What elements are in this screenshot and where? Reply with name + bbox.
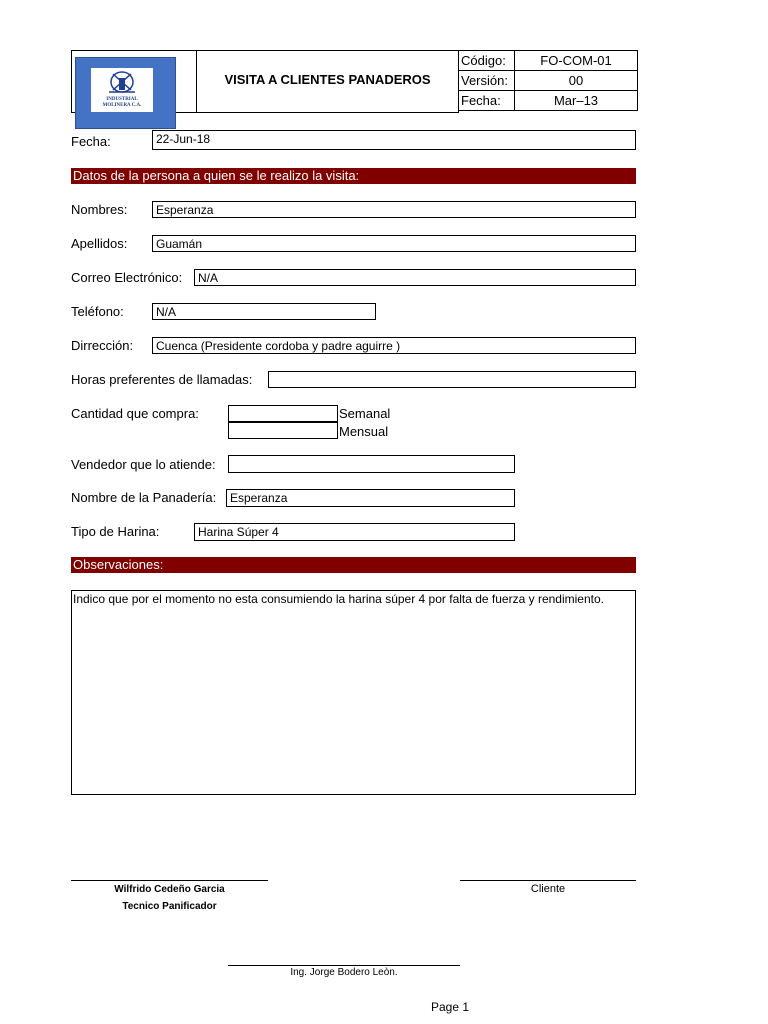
mensual-label: Mensual	[339, 424, 389, 439]
apellidos-label: Apellidos:	[71, 236, 128, 251]
logo-text-2: MOLINERA C.A.	[102, 103, 142, 108]
semanal-label: Semanal	[339, 406, 391, 421]
apellidos-field[interactable]: Guamán	[152, 235, 636, 252]
signature-left-role: Tecnico Panificador	[122, 901, 217, 912]
signature-line-left	[71, 880, 268, 881]
nombres-label: Nombres:	[71, 202, 128, 217]
meta-label: Versión:	[459, 71, 515, 91]
signature-line-right	[460, 880, 636, 881]
telefono-field[interactable]: N/A	[152, 303, 376, 320]
harina-field[interactable]: Harina Súper 4	[194, 523, 515, 541]
company-logo	[75, 57, 176, 129]
meta-row-fecha	[459, 91, 638, 111]
logo-inner	[91, 68, 153, 112]
horas-field[interactable]	[268, 371, 636, 388]
vendedor-field[interactable]	[228, 455, 515, 473]
page-number: Page 1	[430, 1000, 470, 1014]
correo-label: Correo Electrónico:	[71, 270, 183, 285]
meta-value: 00	[515, 71, 638, 91]
document-title: VISITA A CLIENTES PANADEROS	[224, 72, 431, 87]
cantidad-label: Cantidad que compra:	[71, 406, 199, 421]
meta-label: Código:	[459, 51, 515, 71]
vendedor-label: Vendedor que lo atiende:	[71, 457, 216, 472]
signature-bottom-name: Ing. Jorge Bodero Leòn.	[290, 967, 398, 978]
signature-right-name: Cliente	[530, 883, 566, 895]
correo-field[interactable]: N/A	[194, 269, 636, 286]
mill-icon	[91, 69, 153, 95]
signature-left-name: Wilfrido Cedeño Garcia	[114, 884, 225, 895]
nombres-field[interactable]: Esperanza	[152, 201, 636, 218]
horas-label: Horas preferentes de llamadas:	[71, 372, 253, 387]
observaciones-field[interactable]: Indico que por el momento no esta consumiendo la harina súper 4 por falta de fuerza y rendimiento.	[71, 590, 636, 795]
fecha-label: Fecha:	[71, 134, 111, 149]
telefono-label: Teléfono:	[71, 304, 124, 319]
meta-value: FO-COM-01	[515, 51, 638, 71]
meta-row-version	[459, 71, 638, 91]
harina-label: Tipo de Harina:	[71, 524, 160, 539]
section-persona-header: Datos de la persona a quien se le realizo la visita:	[71, 168, 636, 184]
direccion-label: Dirrección:	[71, 338, 134, 353]
meta-label: Fecha:	[459, 91, 515, 111]
mensual-field[interactable]	[228, 422, 338, 439]
meta-row-codigo	[459, 51, 638, 71]
signature-line-bottom	[228, 965, 460, 966]
section-observaciones-header: Observaciones:	[71, 557, 636, 573]
document-meta-table	[458, 50, 638, 111]
panaderia-field[interactable]: Esperanza	[226, 489, 515, 507]
panaderia-label: Nombre de la Panadería:	[71, 490, 217, 505]
semanal-field[interactable]	[228, 405, 338, 422]
logo-text-1: INDUSTRIAL	[106, 97, 138, 102]
direccion-field[interactable]: Cuenca (Presidente cordoba y padre aguirre )	[152, 337, 636, 354]
meta-value: Mar–13	[515, 91, 638, 111]
fecha-field[interactable]: 22-Jun-18	[152, 130, 636, 150]
